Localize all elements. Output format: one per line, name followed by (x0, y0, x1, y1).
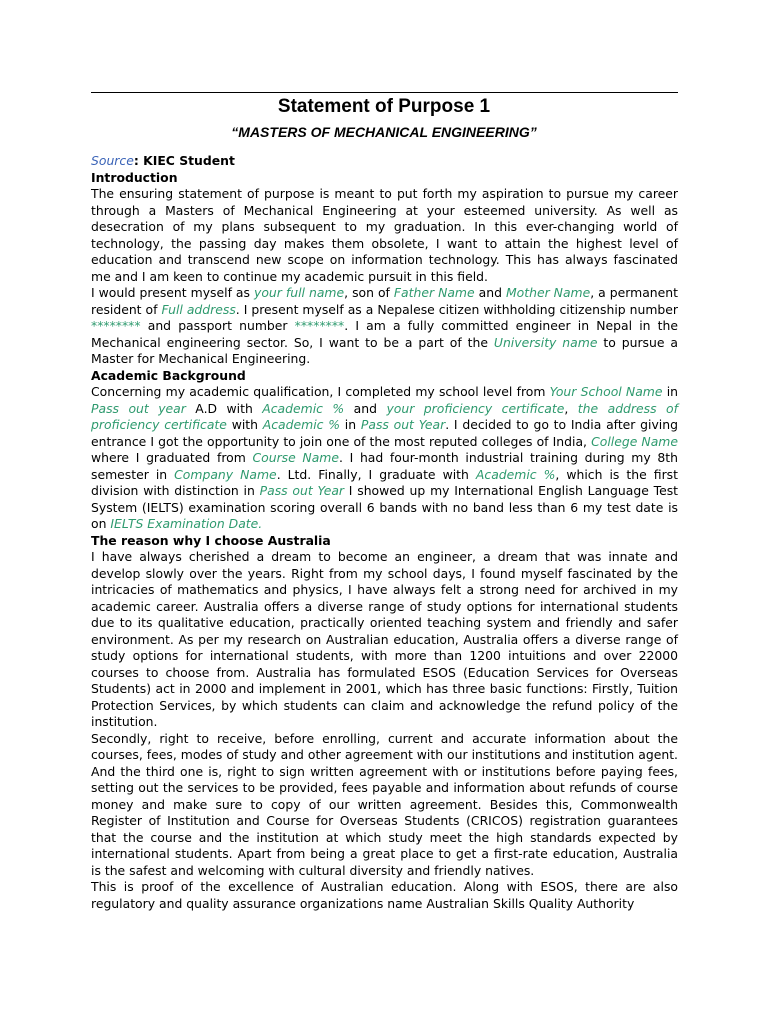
header-rule (91, 92, 678, 93)
page-subtitle: “MASTERS OF MECHANICAL ENGINEERING” (231, 124, 537, 140)
placeholder-field: the address of proficiency certificate (91, 400, 678, 432)
page-title: Statement of Purpose 1 (277, 96, 491, 117)
placeholder-field: University name (493, 334, 598, 350)
placeholder-field: Your School Name (549, 384, 663, 399)
source-text: : KIEC Student (133, 153, 235, 168)
placeholder-field: Academic % (262, 400, 345, 416)
heading-academic-background: Academic Background (91, 367, 246, 383)
placeholder-field: ******** (294, 318, 345, 333)
placeholder-field: Pass out year (91, 400, 186, 416)
source-link[interactable]: Source (91, 153, 134, 168)
academic-paragraph-1: Concerning my academic qualification, I completed my school level from Your School Name in Pass out year A.D with Academic % and your proficiency certificate, the address of proficiency certificate with Academic % in Pass out Year. I decided to go to India after giving entrance I got the opportunity to join one of the most reputed colleges of India, College Name where I graduated from Course Name. I had four-month industrial training during my 8th semester in Company Name. Ltd. Finally, I graduate with Academic %, which is the first division with distinction in Pass out Year I showed up my International English Language Test System (IELTS) examination scoring overall 6 bands with no band less than 6 my test date is on IELTS Examination Date. (91, 384, 679, 531)
placeholder-field: Full address (161, 301, 236, 317)
australia-paragraph-2: Secondly, right to receive, before enrolling, current and accurate information about the courses, fees, modes of study and other agreement with our institutions and institution agent. And the third one is, right to sign written agreement with or institutions before paying fees, setting out the services to be provided, fees payable and information about refunds of course money and make sure to copy of our written agreement. Besides this, Commonwealth Register of Institution and Course for Overseas Students (CRICOS) registration guarantees that the course and the institution at which study meet the high standards expected by international students. Apart from being a great place to get a first-rate education, Australia is the safest and welcoming with cultural diversity and friendly natives. (91, 730, 678, 878)
australia-paragraph-3: This is proof of the excellence of Australian education. Along with ESOS, there are also regulatory and quality assurance organizations name Australian Skills Quality Authority (91, 879, 678, 911)
placeholder-field: College Name (591, 433, 678, 449)
placeholder-field: your full name (254, 285, 345, 300)
placeholder-field: Mother Name (505, 285, 591, 300)
heading-introduction: Introduction (91, 169, 178, 185)
placeholder-field: Pass out Year (360, 417, 446, 432)
placeholder-field: Company Name (174, 466, 277, 482)
placeholder-field: Pass out Year (259, 483, 345, 498)
placeholder-field: Course Name (252, 450, 339, 465)
placeholder-field: ******** (91, 318, 141, 333)
placeholder-field: Father Name (393, 285, 475, 300)
heading-why-australia: The reason why I choose Australia (91, 532, 331, 548)
australia-paragraph-1: I have always cherished a dream to become an engineer, a dream that was innate and develop slowly over the years. Right from my school days, I found myself fascinated by the intricacies of mathematics and physics, I have always felt a strong need for archived in my academic career. Australia offers a diverse range of study options for international students due to its qualitative education, practically oriented teaching system and friendly and safer environment. As per my research on Australian education, Australia offers a diverse range of study options for international students, with more than 1200 intuitions and over 22000 courses to choose from. Australia has formulated ESOS (Education Services for Overseas Students) act in 2000 and implement in 2001, which has three basic functions: Firstly, Tuition Protection Services, by which students can claim and acknowledge the refund policy of the institution. (91, 549, 678, 729)
intro-paragraph-1: The ensuring statement of purpose is meant to put forth my aspiration to pursue my career through a Masters of Mechanical Engineering at your esteemed university. As well as desecration of my plans subsequent to my graduation. In this ever-changing world of technology, the passing day makes them obsolete, I want to attain the highest level of education and transcend new scope on information technology. This has always fascinated me and I am keen to continue my academic pursuit in this field. (91, 186, 678, 284)
placeholder-field: Academic % (475, 466, 556, 482)
placeholder-field: IELTS Examination Date. (110, 516, 263, 531)
placeholder-field: Academic % (262, 417, 341, 432)
source-line (91, 153, 678, 170)
document-body (91, 153, 678, 912)
placeholder-field: your proficiency certificate (386, 400, 565, 416)
intro-paragraph-2: I would present myself as your full name, son of Father Name and Mother Name, a permanent resident of Full address. I present myself as a Nepalese citizen withholding citizenship number ******** and passport number ********. I am a fully committed engineer in Nepal in the Mechanical engineering sector. So, I want to be a part of the University name to pursue a Master for Mechanical Engineering. (91, 285, 679, 366)
